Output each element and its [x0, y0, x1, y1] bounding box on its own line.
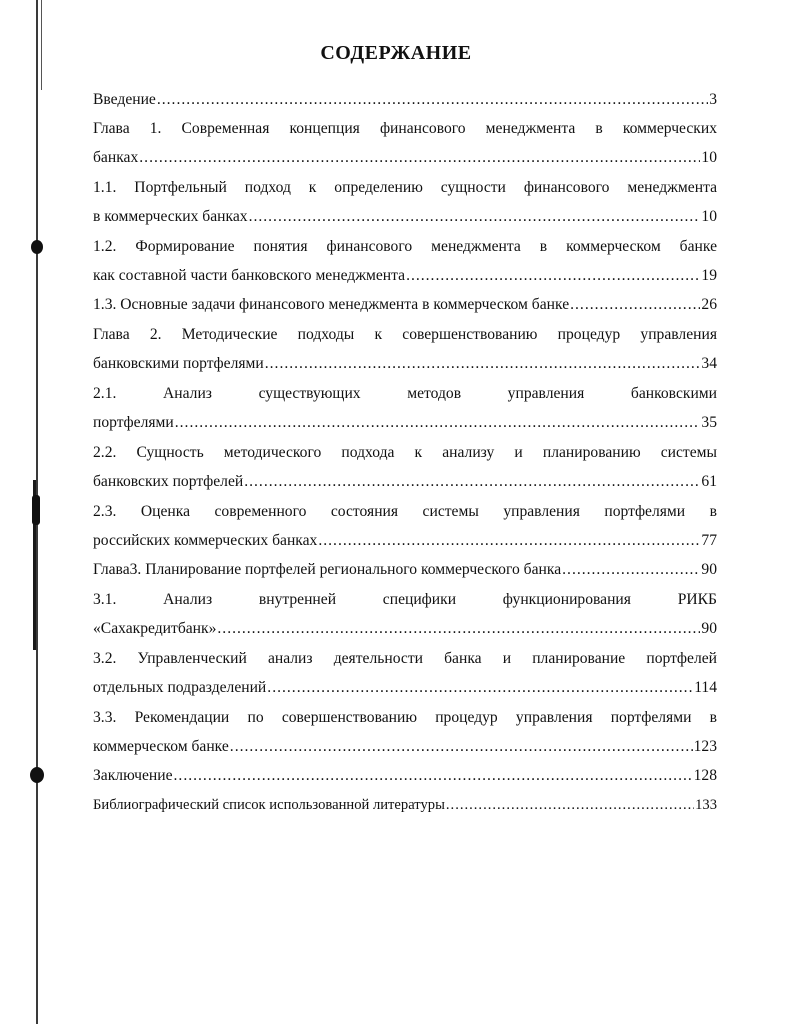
toc-entry [93, 620, 717, 638]
toc-page-number: 77 [701, 532, 717, 549]
toc-entry [93, 591, 717, 609]
toc-entry [93, 414, 717, 432]
dot-leader [267, 679, 693, 697]
toc-page-number: 10 [701, 149, 717, 166]
toc-entry-text: 1.1. Портфельный подход к определению сущности финансового менеджмента [93, 179, 717, 196]
toc-entry-text: банковских портфелей [93, 473, 244, 490]
toc-entry [93, 179, 717, 197]
toc-entry [93, 650, 717, 668]
dot-leader [570, 296, 700, 314]
toc-entry-text: банковскими портфелями [93, 355, 264, 372]
dot-leader [217, 620, 700, 638]
toc-entry-text: «Сахакредитбанк» [93, 620, 217, 637]
toc-entry [93, 796, 717, 814]
toc-entry-text: Глава3. Планирование портфелей регионального коммерческого банка [93, 561, 562, 578]
dot-leader [406, 267, 700, 285]
dot-leader [174, 767, 693, 785]
toc-entry-text: Введение [93, 91, 156, 108]
scan-blot [31, 240, 43, 254]
toc-entry [93, 355, 717, 373]
toc-entry-text: в коммерческих банках [93, 208, 248, 225]
toc-entry-text: 3.2. Управленческий анализ деятельности банка и планирование портфелей [93, 650, 717, 667]
toc-entry-text: российских коммерческих банках [93, 532, 318, 549]
toc-entry-text: банках [93, 149, 139, 166]
toc-entry-text: 3.1. Анализ внутренней специфики функционирования РИКБ [93, 591, 717, 608]
toc-entry-text: 2.3. Оценка современного состояния системы управления портфелями в [93, 503, 717, 520]
dot-leader [562, 561, 700, 579]
scan-blot [30, 767, 44, 783]
toc-entry [93, 120, 717, 138]
dot-leader [318, 532, 700, 550]
toc-page-number: 90 [701, 620, 717, 637]
toc-entry-text: как составной части банковского менеджмента [93, 267, 406, 284]
toc-entry [93, 444, 717, 462]
toc-entry [93, 91, 717, 109]
toc-entry-text: отдельных подразделений [93, 679, 267, 696]
toc-page-number: 90 [701, 561, 717, 578]
toc-page-number: 3 [709, 91, 717, 108]
dot-leader [446, 796, 694, 814]
toc-page-number: 133 [695, 797, 717, 813]
toc-page-number: 114 [694, 679, 717, 696]
toc-entry-text: Глава 1. Современная концепция финансового менеджмента в коммерческих [93, 120, 717, 137]
dot-leader [230, 738, 693, 756]
dot-leader [244, 473, 700, 491]
toc-entry [93, 208, 717, 226]
toc-entry-text: 3.3. Рекомендации по совершенствованию процедур управления портфелями в [93, 709, 717, 726]
toc-entry [93, 767, 717, 785]
toc-entry [93, 149, 717, 167]
toc-entry-text: Заключение [93, 767, 173, 784]
toc-entry [93, 503, 717, 521]
dot-leader [265, 355, 701, 373]
toc-entry-text: 2.2. Сущность методического подхода к анализу и планированию системы [93, 444, 717, 461]
toc-entry-text: 1.2. Формирование понятия финансового менеджмента в коммерческом банке [93, 238, 717, 255]
toc-entry [93, 238, 717, 256]
toc-entry [93, 473, 717, 491]
toc-entry [93, 532, 717, 550]
toc-page-number: 26 [701, 296, 717, 313]
toc-page-number: 35 [701, 414, 717, 431]
toc-page-number: 123 [693, 738, 717, 755]
toc-entry [93, 267, 717, 285]
dot-leader [139, 149, 700, 167]
toc-entry-text: 1.3. Основные задачи финансового менеджмента в коммерческом банке [93, 296, 570, 313]
toc-entry-text: Библиографический список использованной литературы [93, 797, 445, 813]
toc-page-number: 34 [701, 355, 717, 372]
dot-leader [175, 414, 701, 432]
toc-entry [93, 738, 717, 756]
dot-leader [249, 208, 701, 226]
page-title: СОДЕРЖАНИЕ [320, 42, 472, 64]
toc-entry [93, 561, 717, 579]
toc-entry [93, 709, 717, 727]
toc-entry-text: коммерческом банке [93, 738, 229, 755]
scan-blot [32, 495, 40, 525]
toc-entry-text: портфелями [93, 414, 174, 431]
toc-entry-text: Глава 2. Методические подходы к совершенствованию процедур управления [93, 326, 717, 343]
toc-page-number: 61 [701, 473, 717, 490]
toc-entry [93, 296, 717, 314]
toc-page-number: 19 [701, 267, 717, 284]
toc-entry-text: 2.1. Анализ существующих методов управления банковскими [93, 385, 717, 402]
dot-leader [157, 91, 708, 109]
toc-entry [93, 385, 717, 403]
toc-page-number: 128 [693, 767, 717, 784]
toc-page-number: 10 [701, 208, 717, 225]
toc-entry [93, 326, 717, 344]
toc-entry [93, 679, 717, 697]
